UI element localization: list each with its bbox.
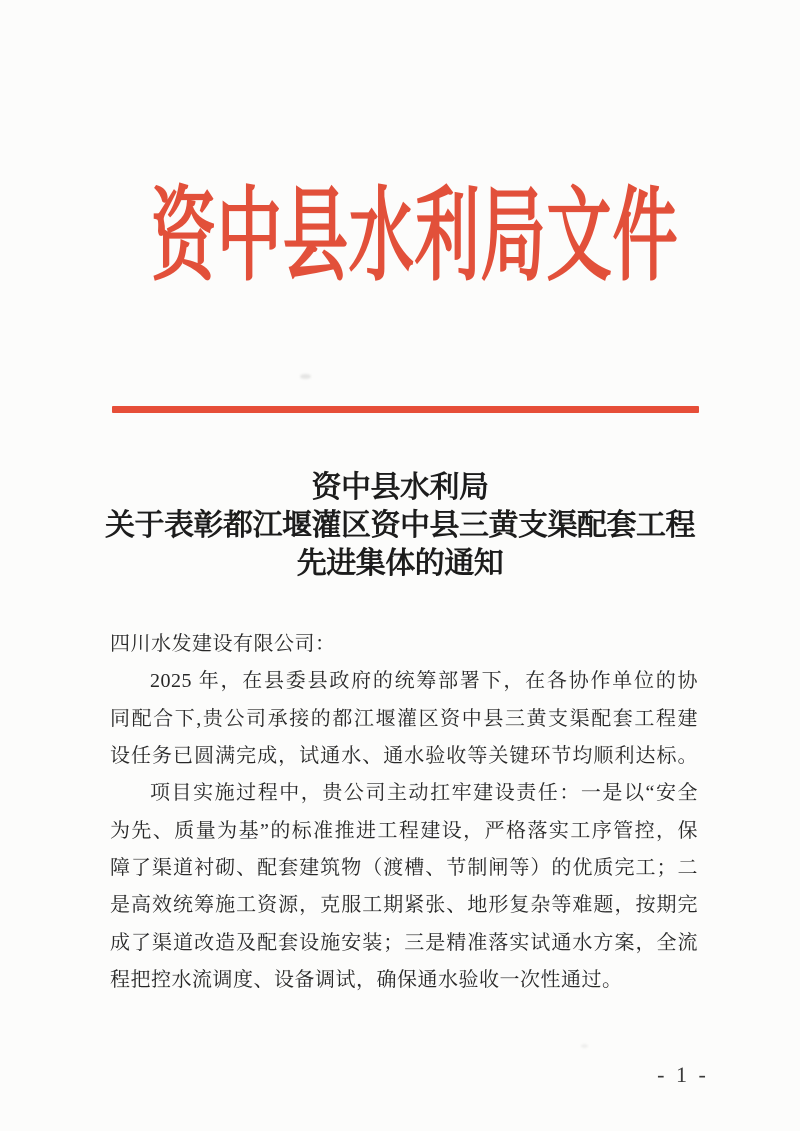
body-line: 为先、质量为基”的标准推进工程建设，严格落实工序管控，保: [110, 819, 698, 842]
body-line: 项目实施过程中，贵公司主动扛牢建设责任：一是以“安全: [150, 782, 698, 805]
scan-artifact: [300, 374, 311, 379]
body-line: 同配合下,贵公司承接的都江堰灌区资中县三黄支渠配套工程建: [110, 707, 698, 730]
document-title: [0, 469, 800, 583]
body-line: 障了渠道衬砌、配套建筑物（渡槽、节制闸等）的优质完工；二: [110, 857, 698, 880]
body-line: 2025 年，在县委县政府的统筹部署下，在各协作单位的协: [150, 670, 698, 693]
body-line: 程把控水流调度、设备调试，确保通水验收一次性通过。: [110, 969, 623, 992]
document-title-line2: 关于表彰都江堰灌区资中县三黄支渠配套工程: [105, 509, 695, 542]
red-rule: [112, 406, 699, 413]
scan-artifact: [581, 1044, 588, 1048]
body-salutation: 四川水发建设有限公司：: [110, 633, 336, 655]
agency-banner-text: 资中县水利局文件: [150, 181, 679, 294]
body-line: 设任务已圆满完成，试通水、通水验收等关键环节均顺利达标。: [110, 745, 698, 768]
body-line: 成了渠道改造及配套设施安装；三是精准落实试通水方案，全流: [110, 931, 698, 954]
agency-banner: [0, 181, 800, 296]
document-title-line1: 资中县水利局: [311, 471, 489, 504]
document-body: [110, 626, 698, 999]
page-number: - 1 -: [657, 1062, 709, 1087]
document-title-line3: 先进集体的通知: [296, 547, 504, 580]
body-line: 是高效统筹施工资源，克服工期紧张、地形复杂等难题，按期完: [110, 894, 698, 917]
